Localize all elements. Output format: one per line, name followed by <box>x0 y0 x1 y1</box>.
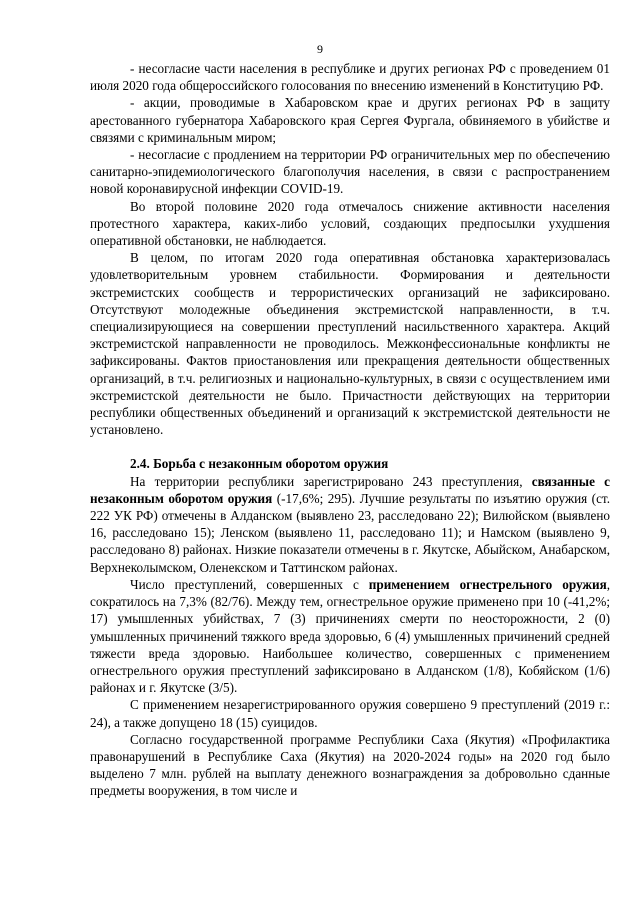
weapons-text-bold: связанные с незаконным оборотом оружия <box>90 473 610 506</box>
paragraph-illegal-weapons <box>90 473 610 576</box>
section-heading: 2.4. Борьба с незаконным оборотом оружия <box>130 456 389 472</box>
paragraph-khabarovsk-actions: - акции, проводимые в Хабаровском крае и других регионах РФ в защиту арестованного губернатора Хабаровского края Сергея Фургала, обвиняемого в убийстве и связями с криминальным миром; <box>90 95 610 145</box>
firearms-text-end: , сократилось на 7,3% (82/76). Между тем, огнестрельное оружие применено при 10 (-41,2%; 17) умышленных убийствах, 7 (3) причинениях смерти по неосторожности, 2 (0) умышленных причинений тяжкого вреда здоровью, 6 (4) умышленных причинений средней тяжести вреда здоровью. Наибольшее количество, совершенных с применением огнестрельного оружия преступлений зафиксировано в Алданском (1/8), Кобяйском (1/6) районах и г. Якутске (3/5). <box>90 576 610 696</box>
paragraph-covid-restrictions: - несогласие с продлением на территории РФ ограничительных мер по обеспечению санитарно-эпидемиологического благополучия населения, в связи с распространением новой коронавирусной инфекции COVID-19. <box>90 147 610 197</box>
paragraph-state-program: Согласно государственной программе Республики Саха (Якутия) «Профилактика правонарушений в Республике Саха (Якутия) на 2020-2024 годы» на 2020 год было выделено 7 млн. рублей на выплату денежного вознаграждения за добровольно сданные предметы вооружения, в том числе и <box>90 731 610 799</box>
paragraph-unregistered-weapons: С применением незарегистрированного оружия совершено 9 преступлений (2019 г.: 24), а также допущено 18 (15) суицидов. <box>90 697 610 730</box>
weapons-text-end: (-17,6%; 295). Лучшие результаты по изъятию оружия (ст. 222 УК РФ) отмечены в Алданском (выявлено 23, расследовано 22); Вилюйском (выявлено 16, расследовано 15); Ленском (выявлено 11, расследовано 11); и Намском (выявлено 9, расследовано 8) районах. Низкие показатели отмечены в г. Якутске, Абыйском, Анабарском, Верхнеколымском, Оленекском и Таттинском районах. <box>90 490 610 575</box>
paragraph-disagreement-vote: - несогласие части населения в республике и других регионах РФ с проведением 01 июля 2020 года общероссийского голосования по внесению изменений в Конституцию РФ. <box>90 61 610 94</box>
paragraph-firearms-crimes <box>90 576 610 696</box>
section-spacer <box>90 438 610 455</box>
paragraph-protest-activity: Во второй половине 2020 года отмечалось снижение активности населения протестного характера, каких-либо условий, создающих предпосылки ухудшения оперативной обстановки, не наблюдается. <box>90 198 610 249</box>
firearms-text-start: Число преступлений, совершенных с <box>130 576 369 592</box>
page-number: 9 <box>317 42 323 56</box>
document-body <box>90 60 610 800</box>
weapons-text-start: На территории республики зарегистрировано 243 преступления, <box>130 473 532 489</box>
paragraph-operational-situation: В целом, по итогам 2020 года оперативная обстановка характеризовалась удовлетворительным уровнем стабильности. Формирования и деятельности экстремистских сообществ и террористических организаций не зафиксировано. Отсутствуют молодежные объединения экстремистской направленности, в т.ч. специализирующиеся на совершении преступлений насильственного характера. Акций экстремистской направленности не проводилось. Межконфессиональные конфликты не зафиксированы. Фактов приостановления или прекращения деятельности общественных организаций, в т.ч. религиозных и национально-культурных, в связи с осуществлением ими экстремистской деятельности не было. Причастности действующих на территории республики общественных объединений и организаций к экстремистской деятельности не установлено. <box>90 250 610 438</box>
firearms-text-bold: применением огнестрельного оружия <box>368 576 607 592</box>
